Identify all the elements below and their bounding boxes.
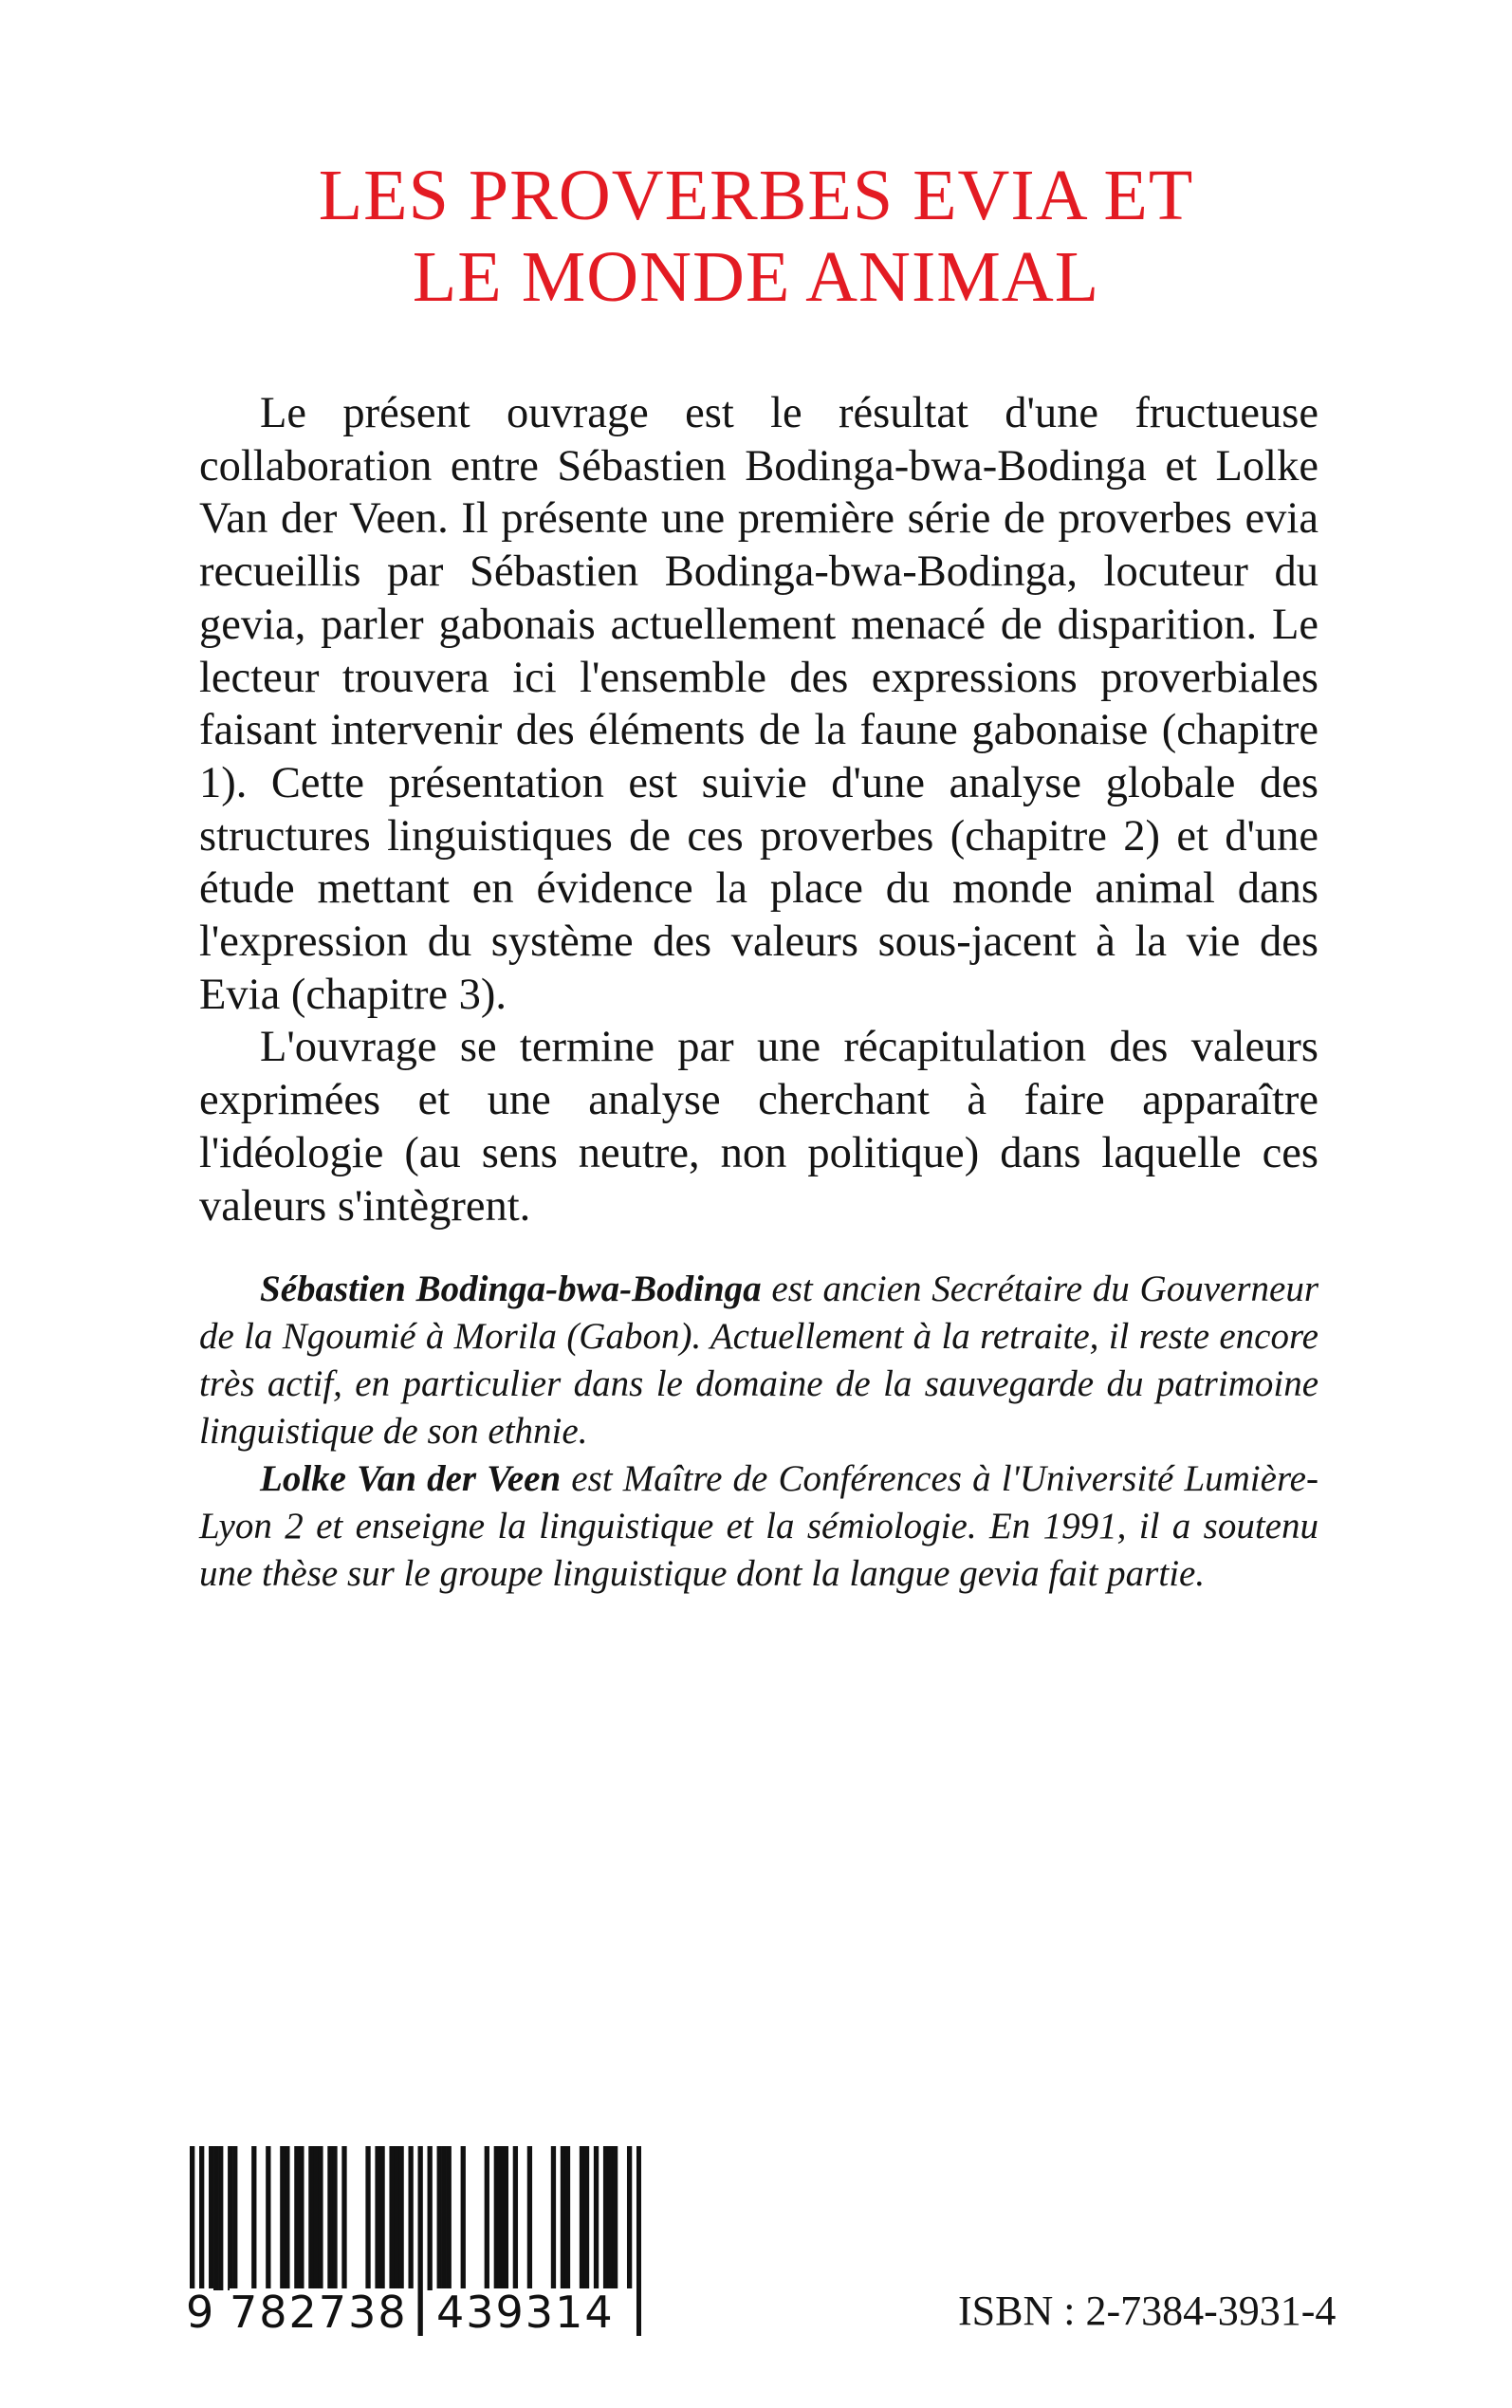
barcode-bar (213, 2146, 218, 2290)
barcode-digits-left: 782738 (230, 2288, 415, 2336)
barcode-bar (209, 2146, 213, 2290)
barcode-bar (418, 2146, 423, 2336)
author-bio-2 (199, 1455, 1318, 1598)
barcode-bar (447, 2146, 452, 2290)
barcode-digit-first: 9 (186, 2287, 214, 2338)
barcode-bar (389, 2146, 394, 2290)
barcode-bar (398, 2146, 403, 2290)
barcode-bar (442, 2146, 447, 2290)
barcode-bar (437, 2146, 442, 2290)
barcode-bar (232, 2146, 237, 2290)
barcode-bar (561, 2146, 565, 2290)
barcode-bar (565, 2146, 570, 2290)
author-name-1: Sébastien Bodinga-bwa-Bodinga (260, 1269, 762, 1309)
barcode-bar (494, 2146, 499, 2290)
author-bios (199, 1266, 1318, 1598)
barcode-bar (285, 2146, 289, 2290)
barcode-bar (603, 2146, 608, 2290)
barcode-bar (636, 2146, 641, 2336)
author-bio-text-2: est Maître de Conférences à l'Université Lumière-Lyon 2 et enseigne la linguistique et la sémiologie. En 1991, il a soutenu une thèse sur le groupe linguistique dont la langue gevia fait partie. (199, 1458, 1318, 1594)
barcode-bar (461, 2146, 466, 2290)
barcode-bar (608, 2146, 613, 2290)
barcode-bar (308, 2146, 313, 2290)
barcode-bar (313, 2146, 318, 2290)
barcode-bar (327, 2146, 332, 2290)
barcode-bar (594, 2146, 599, 2290)
barcode-bar (299, 2146, 304, 2290)
barcode-bar (294, 2146, 299, 2290)
barcode-bar (428, 2146, 433, 2290)
barcode-bar (318, 2146, 323, 2290)
barcode-bar (394, 2146, 398, 2290)
isbn-number: ISBN : 2-7384-3931-4 (958, 2288, 1337, 2334)
book-description (199, 387, 1318, 1232)
barcode-bar (332, 2146, 337, 2290)
barcode-bar (613, 2146, 618, 2290)
book-title-line-2: LE MONDE ANIMAL (412, 237, 1100, 317)
author-bio-text-1: est ancien Secrétaire du Gouverneur de la Ngoumié à Morila (Gabon). Actuellement à la retraite, il reste encore très actif, en particulier dans le domaine de la sauvegarde du patrimoine linguistique de son ethnie. (199, 1269, 1318, 1452)
barcode-bar (280, 2146, 285, 2290)
barcode-bar (504, 2146, 508, 2290)
barcode-bar (341, 2146, 346, 2290)
author-bio-1 (199, 1266, 1318, 1455)
book-title-line-1: LES PROVERBES EVIA ET (318, 156, 1194, 235)
barcode-bar (218, 2146, 223, 2290)
barcode-bar (375, 2146, 379, 2290)
barcode-bar (513, 2146, 518, 2290)
barcode-bar (379, 2146, 384, 2290)
barcode-bar (527, 2146, 532, 2290)
description-paragraph-2: L'ouvrage se termine par une récapitulation des valeurs exprimées et une analyse cherchant à faire apparaître l'idéologie (au sens neutre, non politique) dans laquelle ces valeurs s'intègrent. (199, 1023, 1318, 1231)
barcode-bar (228, 2146, 232, 2290)
barcode-bar (365, 2146, 370, 2290)
barcode-bar (485, 2146, 489, 2290)
barcode-bar (551, 2146, 556, 2290)
barcode-bar (584, 2146, 589, 2290)
barcode-bar (251, 2146, 256, 2290)
barcode-bar (499, 2146, 504, 2290)
author-name-2: Lolke Van der Veen (260, 1458, 562, 1499)
description-paragraph-1: Le présent ouvrage est le résultat d'une fructueuse collaboration entre Sébastien Bodinga-bwa-Bodinga et Lolke Van der Veen. Il présente une première série de proverbes evia recueillis par Sébastien Bodinga-bwa-Bodinga, locuteur du gevia, parler gabonais actuellement menacé de disparition. Le lecteur trouvera ici l'ensemble des expressions proverbiales faisant intervenir des éléments de la faune gabonaise (chapitre 1). Cette présentation est suivie d'une analyse globale des structures linguistiques de ces proverbes (chapitre 2) et d'une étude mettant en évidence la place du monde animal dans l'expression du système des valeurs sous-jacent à la vie des Evia (chapitre 3). (199, 389, 1318, 1019)
barcode-bar (580, 2146, 584, 2290)
barcode-bar (266, 2146, 270, 2290)
barcode-digits-right: 439314 (436, 2288, 636, 2336)
